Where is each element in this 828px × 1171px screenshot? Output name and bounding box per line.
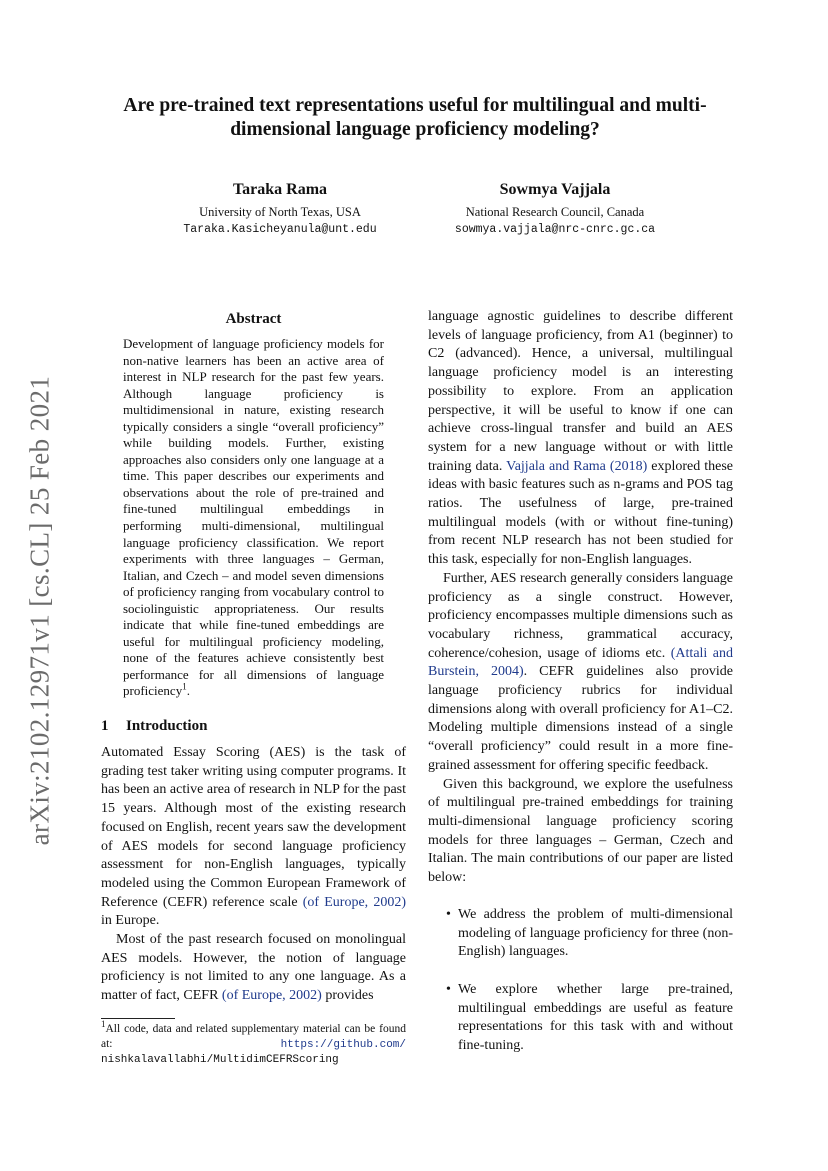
intro-paragraph-5: Given this background, we explore the usefulness of multilingual pre-trained embeddings for training multi-dimensional language proficiency scoring models for three languages – German, Czech and Italian. The main contributions of our paper are listed below: xyxy=(428,776,733,886)
paragraph-text-end: in Europe. xyxy=(101,913,160,929)
list-item xyxy=(428,981,733,1056)
author-name: Sowmya Vajjala xyxy=(499,181,611,198)
abstract-heading: Abstract xyxy=(225,311,282,327)
citation-link[interactable]: (of Europe, 2002) xyxy=(221,988,322,1004)
paper-title: Are pre-trained text representations useful for multilingual and multi-dimensional language proficiency modeling? xyxy=(123,95,707,140)
abstract-body-text: Development of language proficiency models for non-native learners has been an active area of interest in NLP research for the past few years. Although language proficiency is multidimensional in nature, existing research typically considers a single “overall proficiency” while building models. Further, existing approaches also considers only one language at a time. This paper describes our experiments and observations about the role of pre-trained and fine-tuned multilingual embeddings in performing multi-dimensional, multilingual language proficiency classification. We report experiments with three languages – German, Italian, and Czech – and model seven dimensions of proficiency ranging from vocabulary control to sociolinguistic appropriateness. Our results indicate that while fine-tuned embeddings are useful for multilingual proficiency modeling, none of the features achieve consistently best performance for all dimensions of language proficiency xyxy=(123,336,384,699)
section-heading-introduction xyxy=(101,716,406,736)
contributions-list xyxy=(428,906,733,1056)
section-title: Introduction xyxy=(126,718,208,735)
author-email: Taraka.Kasicheyanula@unt.edu xyxy=(183,223,377,236)
paragraph-text: Automated Essay Scoring (AES) is the task of grading test taker writing using computer programs. It has been an active area of research in NLP for the past 15 years. Although most of the existing research focused on English, recent years saw the development of AES models for second language proficiency assessment for non-English languages, typically modeled using the Common European Framework of Reference (CEFR) reference scale xyxy=(101,745,406,910)
paragraph-text: language agnostic guidelines to describe different levels of language proficiency, from A1 (beginner) to C2 (advanced). Hence, a universal, multilingual language proficiency model is an interesting possibility to explore. From an application perspective, it will be useful to know if one can achieve cross-lingual transfer and build an AES system for a new language without or with little training data. xyxy=(428,309,733,474)
footnote-text: All code, data and related supplementary material can be found at: xyxy=(101,1023,406,1050)
intro-paragraph-4 xyxy=(428,570,733,776)
author-email: sowmya.vajjala@nrc-cnrc.gc.ca xyxy=(454,223,656,236)
footnote xyxy=(101,1019,406,1068)
abstract-end: . xyxy=(186,683,190,699)
intro-paragraph-1 xyxy=(101,744,406,931)
paragraph-text-end: explored these ideas with basic features such as n-grams and POS tag ratios. The usefulness of large, pre-trained multilingual models (with or without fine-tuning) from recent NLP research has not been studied for this task, especially for non-English languages. xyxy=(428,458,734,568)
paragraph-text: Most of the past research focused on monolingual AES models. However, the notion of language proficiency is not limited to any one language. As a matter of fact, CEFR xyxy=(101,932,406,1004)
paragraph-text-end: provides xyxy=(321,988,374,1004)
abstract-text xyxy=(123,336,384,700)
footnote-url-link[interactable]: https://github.com/ xyxy=(280,1038,406,1051)
author-name: Taraka Rama xyxy=(232,181,328,198)
footnote-number: 1 xyxy=(101,1019,106,1030)
footnote-marker[interactable]: 1 xyxy=(182,682,187,693)
author-affiliation: National Research Council, Canada xyxy=(465,205,645,219)
arxiv-identifier-text: arXiv:2102.12971v1 [cs.CL] 25 Feb 2021 xyxy=(24,375,55,845)
citation-link[interactable]: (of Europe, 2002) xyxy=(302,894,407,910)
left-column xyxy=(101,308,406,1006)
footnote-divider xyxy=(101,1018,175,1019)
paragraph-text-end: . CEFR guidelines also provide language proficiency rubrics for individual dimensions along with overall proficiency for A1–C2. Modeling multiple dimensions instead of a single “overall proficiency” could result in a more fine-grained assessment for offering specific feedback. xyxy=(428,664,733,773)
intro-paragraph-3 xyxy=(428,308,733,570)
list-item-text: We explore whether large pre-trained, multilingual embeddings are useful as feature representations for this task with and without fine-tuning. xyxy=(458,981,733,1054)
list-item xyxy=(428,906,733,962)
list-item-text: We address the problem of multi-dimensional modeling of language proficiency for three (non-English) languages. xyxy=(458,906,733,960)
arxiv-identifier xyxy=(22,370,58,850)
bullet-icon: • xyxy=(446,906,451,922)
citation-link[interactable]: Vajjala and Rama (2018) xyxy=(506,458,648,474)
footnote-url-rest[interactable]: nishkalavallabhi/MultidimCEFRScoring xyxy=(101,1054,339,1066)
citation-link[interactable]: (Attali and Burstein, 2004) xyxy=(428,645,734,680)
section-number: 1 xyxy=(101,718,109,735)
paragraph-text: Further, AES research generally considers language proficiency as a single construct. However, proficiency encompasses multiple dimensions such as vocabulary richness, grammatical accuracy, coherence/cohesion, usage of idioms etc. xyxy=(428,570,733,661)
intro-paragraph-2 xyxy=(101,931,406,1006)
right-column xyxy=(428,308,733,1075)
author-block-2 xyxy=(405,180,705,239)
bullet-icon: • xyxy=(446,981,451,997)
author-block-1 xyxy=(130,180,430,239)
author-affiliation: University of North Texas, USA xyxy=(199,205,361,219)
